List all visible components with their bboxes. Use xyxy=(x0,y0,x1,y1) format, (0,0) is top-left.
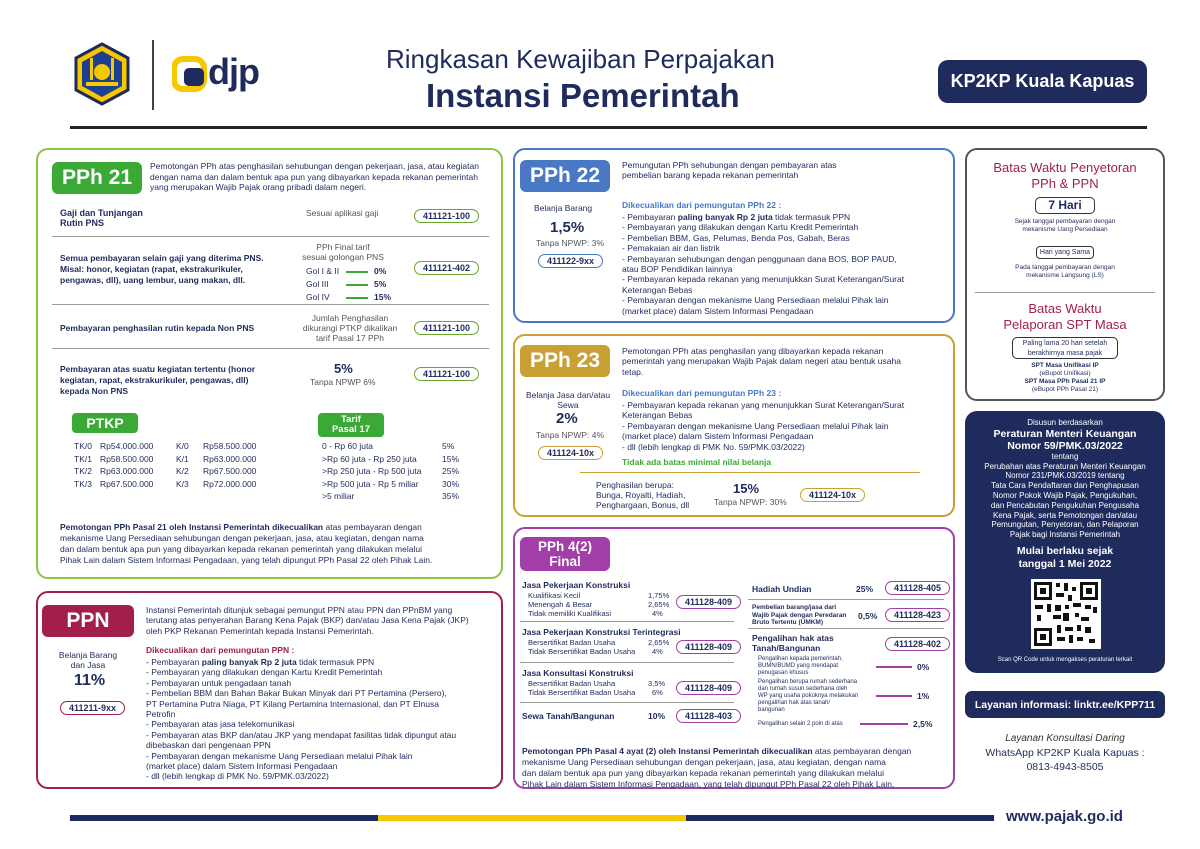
pph22-code: 411122-9xx xyxy=(538,254,603,268)
spt-list: SPT Masa Unifikasi IP (eBupot Unifikasi) SPT Masa PPh Pasal 21 IP (eBupot PPh Pasal 21) xyxy=(1024,362,1106,393)
pph42-h1-code: 411128-405 xyxy=(885,581,950,595)
same-day-badge: Hari yang Sama xyxy=(1036,246,1094,259)
effective-date: Mulai berlaku sejak tanggal 1 Mei 2022 xyxy=(1016,545,1114,570)
pph42-h1-rate: 25% xyxy=(856,584,874,594)
pph21-row3-rate: Jumlah Penghasilan dikurangi PTKP dikalikan tarif Pasal 17 PPh xyxy=(302,313,398,343)
pph21-row2-code: 411121-402 xyxy=(414,261,479,275)
pph22-exc-title: Dikecualikan dari pemungutan PPh 22 : xyxy=(622,200,782,210)
pph21-row1-rate: Sesuai aplikasi gaji xyxy=(306,208,379,218)
kemenkeu-logo xyxy=(70,42,134,106)
exception-item: - Pembelian BBM dan Bahan Bakar Bukan Minyak dari PT Pertamina (Persero), xyxy=(146,688,447,699)
pph23-row2-code: 411124-10x xyxy=(800,488,865,502)
pph23-label: Belanja Jasa dan/atau Sewa xyxy=(525,390,611,410)
pph42-g2-list: Bersertifikat Badan Usaha 2,65% Tidak Bersertifikat Badan Usaha 4% xyxy=(528,638,670,656)
footer-bar-navy-2 xyxy=(686,815,994,821)
pph22-exc-list xyxy=(622,212,904,316)
divider xyxy=(520,662,734,663)
exception-item: Keterangan Bebas xyxy=(622,410,693,421)
pph42-g3-list: Bersertifikat Badan Usaha 3,5% Tidak Bersertifikat Badan Usaha 6% xyxy=(528,679,666,697)
pph23-exc-list xyxy=(622,400,904,452)
pph23-row2-label: Penghasilan berupa: Bunga, Royalti, Hadiah, Penghargaan, Bonus, dll xyxy=(596,480,690,510)
divider xyxy=(520,621,734,622)
ptkp-tag: PTKP xyxy=(72,413,138,433)
ptkp-row: TK/2 Rp63.000.000 K/2 Rp67.500.000 xyxy=(74,466,257,476)
pph22-npwp: Tanpa NPWP: 3% xyxy=(536,238,605,248)
seven-days-desc: Sejak tanggal pembayaran dengan mekanisme Uang Persediaan xyxy=(1014,218,1116,233)
pph22-rate: 1,5% xyxy=(550,219,585,236)
divider xyxy=(580,472,920,473)
tarif-row: 0 - Rp 60 juta 5% xyxy=(322,441,455,451)
qr-code[interactable] xyxy=(1031,579,1101,649)
divider xyxy=(52,236,489,237)
ppn-label: Belanja Barang dan Jasa xyxy=(58,650,118,670)
pph21-desc-line: dengan nama dan dalam bentuk apa pun yang dibayarkan kepada rekanan pemerintah xyxy=(150,171,478,182)
exception-item: - Pembayaran kepada rekanan yang menunjukkan Surat Keterangan/Surat xyxy=(622,400,905,410)
pph42-g2-code: 411128-409 xyxy=(676,640,741,654)
purple-line xyxy=(876,695,912,697)
pph21-row3-code: 411121-100 xyxy=(414,321,479,335)
exception-item: - Pembayaran dengan mekanisme Uang Persediaan melalui Pihak lain xyxy=(146,750,413,761)
tarif-tag: Tarif Pasal 17 xyxy=(318,413,384,437)
pph42-footer: Pemotongan PPh Pasal 4 ayat (2) oleh Instansi Pemerintah dikecualikan atas pembayaran dengan mekanisme Uang Persediaan sehubungan dengan pekerjaan, jasa, atau kegiatan, dengan nama dan dalam bentuk apa pun yang dibayarkan kepada rekanan pemerintah yang dilakukan melalui Pihak Lain dalam Sistem Informasi Pengadaan, yang telah dipungut PPh Pasal 22 oleh Pihak Lain. xyxy=(522,746,912,789)
pph23-code: 411124-10x xyxy=(538,446,603,460)
pph21-row4-rate: 5% xyxy=(334,361,353,376)
divider xyxy=(975,292,1155,293)
exception-item: - Pembayaran sehubungan dengan penggunaan dana BOS, BOP PAUD, xyxy=(622,253,897,264)
gol-row: Gol I & II 0% xyxy=(306,266,387,276)
office-badge: KP2KP Kuala Kapuas xyxy=(938,60,1147,103)
konsultasi-label: Layanan Konsultasi Daring xyxy=(1005,733,1125,744)
purple-line xyxy=(876,666,912,668)
footer-bar-yellow xyxy=(378,815,686,821)
pph42-g3-title: Jasa Konsultasi Konstruksi xyxy=(522,668,634,678)
divider xyxy=(52,348,489,349)
exception-item: dibebaskan dari pengenaan PPN xyxy=(146,740,271,751)
exception-item: (market place) dalam Sistem Informasi Pengadaan xyxy=(622,305,814,316)
gol-row: Gol III 5% xyxy=(306,279,387,289)
pph21-row2-rate-title: PPh Final tarif sesuai golongan PNS xyxy=(302,242,384,262)
pph22-tag: PPh 22 xyxy=(520,160,610,192)
divider xyxy=(520,702,734,703)
ppn-tag: PPN xyxy=(42,605,134,637)
seven-days-badge: 7 Hari xyxy=(1035,197,1095,214)
pph42-h3-item-rate: 1% xyxy=(917,691,930,701)
pph42-h3-title: Pengalihan hak atas Tanah/Bangunan xyxy=(752,633,834,653)
pph22-label: Belanja Barang xyxy=(534,203,593,213)
pph42-h3-item: Pengalihan berupa rumah sederhana dan rumah susun sederhana oleh WP yang usaha pokoknya melakukan pengalihan hak atas tanah/ bangunan xyxy=(758,679,859,713)
pph42-g4-rate: 10% xyxy=(648,711,666,721)
pph42-g4-title: Sewa Tanah/Bangunan xyxy=(522,711,615,721)
website-link[interactable]: www.pajak.go.id xyxy=(1006,808,1123,825)
pph22-desc: Pemungutan PPh sehubungan dengan pembayaran atas pembelian barang kepada rekanan pemerintah xyxy=(622,160,837,181)
pph42-h1-title: Hadiah Undian xyxy=(752,584,812,594)
pph21-row2-label: Semua pembayaran selain gaji yang diterima PNS. Misal: honor, kegiatan (rapat, ekstrakurikuler, pengawas, dll), uang lembur, uang makan, dll. xyxy=(60,253,264,285)
header-rule xyxy=(70,126,1147,129)
tarif-row: >Rp 60 juta - Rp 250 juta 15% xyxy=(322,453,460,464)
divider xyxy=(52,304,489,305)
exception-item: Petrofin xyxy=(146,709,176,720)
pph23-row2-npwp: Tanpa NPWP: 30% xyxy=(714,497,787,507)
layanan-link[interactable]: Layanan informasi: linktr.ee/KPP711 xyxy=(965,691,1165,718)
pph23-row2-rate: 15% xyxy=(733,481,760,496)
pph21-row4-label: Pembayaran atas suatu kegiatan tertentu (honor kegiatan, rapat, ekstrakurikuler, pengawas, dll) kepada Non PNS xyxy=(60,364,256,396)
ppn-rate: 11% xyxy=(74,672,106,689)
tarif-row: >Rp 500 juta - Rp 5 miliar 30% xyxy=(322,478,460,489)
ptkp-row: TK/1 Rp58.500.000 K/1 Rp63.000.000 xyxy=(74,453,257,464)
pph42-h3-item-rate: 2,5% xyxy=(913,719,933,729)
exception-item: - Pembelian BBM, Gas, Pelumas, Benda Pos, Gabah, Beras xyxy=(622,232,850,243)
pph21-row1-code: 411121-100 xyxy=(414,209,479,223)
pph42-h3-item-rate: 0% xyxy=(917,662,930,672)
pph21-desc-line: Pemotongan PPh atas penghasilan sehubungan dengan pekerjaan, jasa, atau kegiatan xyxy=(150,161,479,171)
pph21-footer: Pemotongan PPh Pasal 21 oleh Instansi Pemerintah dikecualikan atas pembayaran dengan mekanisme Uang Persediaan sehubungan dengan pekerjaan, jasa, atau kegiatan, dengan nama dan dalam bentuk apa pun yang dibayarkan kepada rekanan pemerintah yang dilakukan melalui Pihak Lain dalam Sistem Informasi Pengadaan, yang telah dipungut PPh Pasal 22 oleh Pihak Lain. xyxy=(60,522,433,565)
pph42-h2-rate: 0,5% xyxy=(858,611,878,621)
header-divider xyxy=(152,40,154,110)
ppn-code: 411211-9xx xyxy=(60,701,125,715)
pph23-exc-title: Dikecualikan dari pemungutan PPh 23 : xyxy=(622,388,782,398)
whatsapp-label: WhatsApp KP2KP Kuala Kapuas : xyxy=(985,747,1145,759)
ptkp-row: TK/3 Rp67.500.000 K/3 Rp72.000.000 xyxy=(74,478,257,489)
pph42-g3-code: 411128-409 xyxy=(676,681,741,695)
exception-item: - Pembayaran dengan mekanisme Uang Persediaan melalui Pihak lain xyxy=(622,295,889,306)
pph21-row1-label: Gaji dan Tunjangan Rutin PNS xyxy=(60,208,143,228)
same-day-desc: Pada tanggal pembayaran dengan mekanisme Langsung (LS) xyxy=(1015,264,1115,279)
pph42-g4-code: 411128-403 xyxy=(676,709,741,723)
exception-item: (market place) dalam Sistem Informasi Pengadaan xyxy=(622,431,814,442)
exception-item: (market place) dalam Sistem Informasi Pengadaan xyxy=(146,761,338,772)
pph42-g1-code: 411128-409 xyxy=(676,595,741,609)
tarif-row: >5 miliar 35% xyxy=(322,491,460,501)
pph23-tag: PPh 23 xyxy=(520,345,610,377)
exception-item: - Pembayaran yang dilakukan dengan Kartu Kredit Pemerintah xyxy=(146,667,383,678)
pph23-npwp: Tanpa NPWP: 4% xyxy=(536,430,605,440)
exception-item: - Pembayaran paling banyak Rp 2 juta tidak termasuk PPN xyxy=(146,657,375,667)
pph21-desc xyxy=(150,161,479,193)
ppn-desc: Instansi Pemerintah ditunjuk sebagai pemungut PPN atau PPN dan PPnBM yang terutang atas penyerahan Barang Kena Pajak (BKP) dan/atau Jasa Kena Pajak (JKP) oleh PKP Rekanan Pemerintah kepada Instansi Pemerintah. xyxy=(146,605,469,636)
exception-item: - Pembayaran yang dilakukan dengan Kartu Kredit Pemerintah xyxy=(622,222,859,233)
divider xyxy=(748,599,944,600)
tarif-table xyxy=(322,440,459,503)
exception-item: - Pembayaran atas jasa telekomunikasi xyxy=(146,719,295,730)
deadline-title: Batas Waktu Penyetoran PPh & PPN xyxy=(993,160,1137,191)
exception-item: - Pembayaran kepada rekanan yang menunjukkan Surat Keterangan/Surat xyxy=(622,274,905,285)
gol-row: Gol IV 15% xyxy=(306,292,392,302)
exception-item: - Pembayaran untuk pengadaan tanah xyxy=(146,677,292,688)
pph42-h3-item: Pengalihan kepada pemerintah, BUMN/BUMD yang mendapat penugasan khusus xyxy=(758,656,843,676)
ptkp-table xyxy=(74,440,256,490)
pph21-row3-label: Pembayaran penghasilan rutin kepada Non PNS xyxy=(60,323,255,333)
djp-logo xyxy=(172,51,272,97)
pph21-row4-npwp: Tanpa NPWP 6% xyxy=(310,377,376,387)
header-title-main: Instansi Pemerintah xyxy=(426,77,740,114)
exception-item: - dll (lebih lengkap di PMK No. 59/PMK.03/2022) xyxy=(146,771,329,782)
tarif-row: >Rp 250 juta - Rp 500 juta 25% xyxy=(322,466,460,476)
footer-bar-navy xyxy=(70,815,378,821)
exception-item: Keterangan Bebas xyxy=(622,284,693,295)
pph21-desc-line: yang merupakan Wajib Pajak orang pribadi dalam negeri. xyxy=(150,182,367,192)
exception-item: - Pembayaran paling banyak Rp 2 juta tidak termasuk PPN xyxy=(622,212,851,222)
pph21-row4-code: 411121-100 xyxy=(414,367,479,381)
exception-item: atau BOP Pendidikan lainnya xyxy=(622,264,733,275)
header-title-top: Ringkasan Kewajiban Perpajakan xyxy=(386,44,775,74)
exception-item: - Pembayaran atas BKP dan/atau JKP yang mendapat fasilitas tidak dipungut atau xyxy=(146,729,457,740)
pph42-h2-code: 411128-423 xyxy=(885,608,950,622)
ptkp-row: TK/0 Rp54.000.000 K/0 Rp58.500.000 xyxy=(74,441,257,451)
pph42-g2-title: Jasa Pekerjaan Konstruksi Terintegrasi xyxy=(522,627,681,637)
pph42-h3-item: Pengalihan selain 2 poin di atas xyxy=(758,721,843,727)
djp-logo-text: djp xyxy=(208,51,259,92)
pph42-g1-list: Kualifikasi Kecil 1,75% Menengah & Besar 2,65% Tidak memiliki Kualifikasi 4% xyxy=(528,591,670,618)
ppn-exc-title: Dikecualikan dari pemungutan PPN : xyxy=(146,645,295,655)
pph42-h3-code: 411128-402 xyxy=(885,637,950,651)
ppn-exc-list xyxy=(146,657,456,782)
twenty-days-badge: Paling lama 20 hari setelah berakhirnya masa pajak xyxy=(1012,337,1118,359)
qr-caption: Scan QR Code untuk mengakses peraturan terkait xyxy=(997,657,1133,663)
pph23-nomin: Tidak ada batas minimal nilai belanja xyxy=(622,457,772,467)
exception-item: - Pemakaian air dan listrik xyxy=(622,243,720,254)
pph23-rate: 2% xyxy=(556,410,578,427)
pph21-tag: PPh 21 xyxy=(52,162,142,194)
regulation-text: Disusun berdasarkan Peraturan Menteri Keuangan Nomor 59/PMK.03/2022 tentang Perubahan atas Peraturan Menteri Keuangan Nomor 231/PMK.03/2019 tentang Tata Cara Pendaftaran dan Penghapusan Nomor Pokok Wajib Pajak, Pengukuhan, dan Pencabutan Pengukuhan Pengusaha Kena Pajak, serta Pemotongan dan/atau Pemungutan, Penyetoran, dan Pelaporan Pajak bagi Instansi Pemerintah xyxy=(984,418,1146,540)
whatsapp-phone[interactable]: 0813-4943-8505 xyxy=(1026,761,1104,773)
divider xyxy=(748,628,944,629)
pph42-g1-title: Jasa Pekerjaan Konstruksi xyxy=(522,580,631,590)
exception-item: PT Pertamina Putra Niaga, PT Kilang Pertamina Internasional, dan PT Elnusa xyxy=(146,698,439,709)
pph42-tag: PPh 4(2) Final xyxy=(520,537,610,571)
purple-line xyxy=(860,723,908,725)
exception-item: - Pembayaran dengan mekanisme Uang Persediaan melalui Pihak lain xyxy=(622,420,889,431)
exception-item: - dll (lebih lengkap di PMK No. 59/PMK.03/2022) xyxy=(622,441,805,452)
pph23-desc: Pemotongan PPh atas penghasilan yang dibayarkan kepada rekanan pemerintah yang merupakan Wajib Pajak dalam negeri atau bentuk usaha tetap. xyxy=(622,346,901,377)
pph21-gol-list xyxy=(306,265,391,304)
spt-title: Batas Waktu Pelaporan SPT Masa xyxy=(1003,301,1127,332)
pph42-h2-title: Pembelian barang/jasa dari Wajib Pajak dengan Peredaran Bruto Tertentu (UMKM) xyxy=(752,604,847,626)
